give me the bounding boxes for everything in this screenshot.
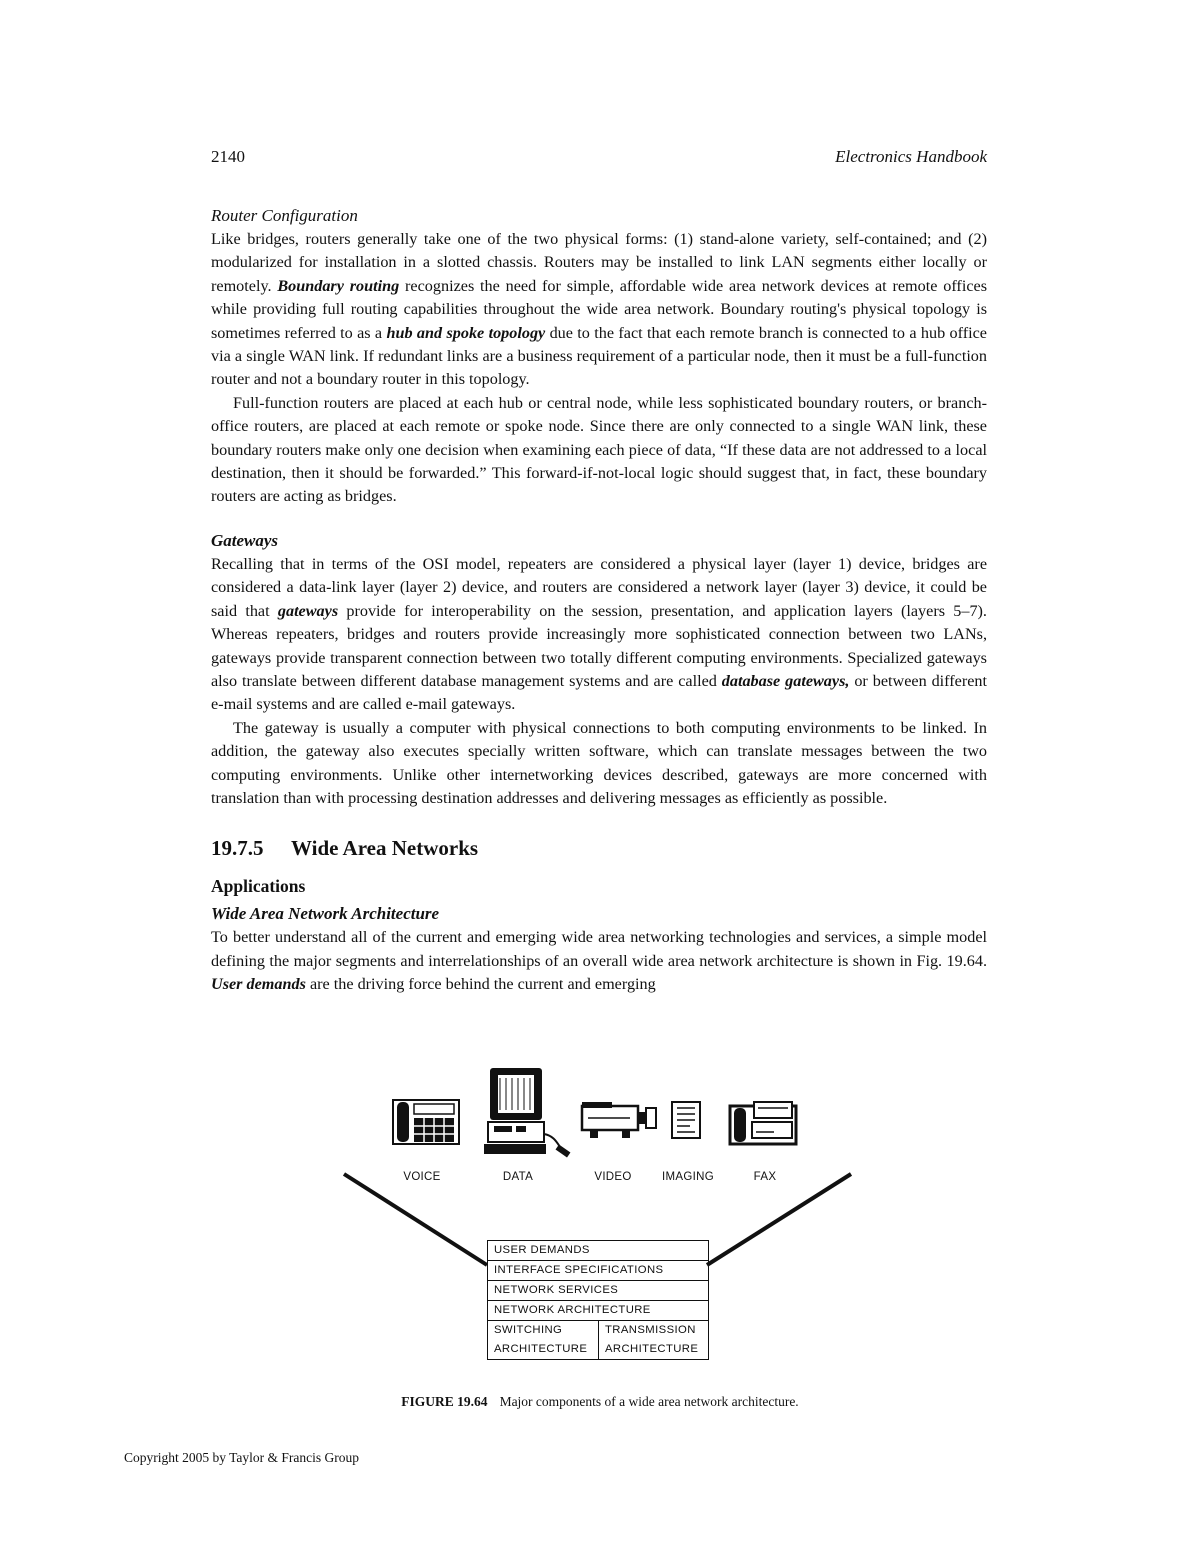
gateways-paragraph-2: The gateway is usually a computer with physical connections to both computing environments to be linked. In addition, the gateway also executes specially written software, which can translate messages between the two computing environments. Unlike other internetworking devices described, gateways are more concerned with translation than with processing destination addresses and delivering messages as efficiently as possible. [211, 718, 987, 807]
telephone-icon [393, 1100, 459, 1144]
layer-interface-specifications: INTERFACE SPECIFICATIONS [488, 1261, 708, 1281]
running-head [211, 147, 987, 171]
figure-caption-label: FIGURE 19.64 [401, 1394, 488, 1409]
funnel-left-line [344, 1174, 487, 1265]
device-label-imaging: IMAGING [662, 1171, 714, 1183]
fax-icon [730, 1102, 796, 1144]
architecture-layer-stack [487, 1240, 709, 1360]
wan-paragraph-1: To better understand all of the current and emerging wide area networking technologies and services, a simple model defining the major segments and interrelationships of an overall wide area network architecture is shown in Fig. 19.64. User demands are the driving force behind the current and emerging [211, 928, 987, 994]
layer-bottom-split [488, 1321, 708, 1359]
figure-caption [0, 1394, 1200, 1410]
layer-switching-architecture: SWITCHING ARCHITECTURE [494, 1324, 588, 1355]
computer-icon [484, 1068, 570, 1157]
figure-wan-architecture [330, 1060, 870, 1380]
copyright-footer: Copyright 2005 by Taylor & Francis Group [124, 1450, 360, 1465]
gateways-heading: Gateways [211, 530, 279, 550]
section-number: 19.7.5 [211, 836, 264, 861]
figure-caption-text: Major components of a wide area network architecture. [499, 1394, 799, 1409]
book-title: Electronics Handbook [835, 147, 987, 166]
video-camera-icon [582, 1102, 656, 1138]
term-user-demands: User demands [211, 975, 306, 994]
term-database-gateways: database gateways, [721, 671, 850, 690]
page-number: 2140 [211, 147, 245, 166]
gateways-paragraph-1: Recalling that in terms of the OSI model, repeaters are considered a physical layer (layer 1) device, bridges are considered a data-link layer (layer 2) device, and routers are considered a network layer (layer 3) device, it could be said that gateways provide for interoperability on the session, presentation, and application layers (layers 5–7). Whereas repeaters, bridges and routers provide increasingly more sophisticated connection between two LANs, gateways provide transparent connection between two totally different computing environments. Specialized gateways also translate between different database management systems and are called database gateways, or between different e-mail systems and are called e-mail gateways. [211, 554, 987, 714]
device-label-video: VIDEO [594, 1171, 632, 1183]
document-icon [672, 1102, 700, 1138]
term-boundary-routing: Boundary routing [277, 276, 400, 295]
funnel-right-line [707, 1174, 851, 1265]
term-gateways: gateways [277, 601, 339, 620]
term-hub-spoke: hub and spoke topology [386, 323, 546, 342]
applications-heading: Applications [211, 876, 306, 897]
body-text [211, 204, 987, 997]
wan-architecture-heading: Wide Area Network Architecture [211, 904, 440, 924]
device-label-data: DATA [502, 1171, 534, 1183]
layer-transmission-architecture: TRANSMISSION ARCHITECTURE [598, 1321, 708, 1359]
layer-network-architecture: NETWORK ARCHITECTURE [488, 1301, 708, 1321]
router-config-paragraph-1: Like bridges, routers generally take one of the two physical forms: (1) stand-alone variety, self-contained; and (2) modularized for installation in a slotted chassis. Routers may be installed to link LAN segments either locally or remotely. Boundary routing recognizes the need for simple, affordable wide area network devices at remote offices while providing full routing capabilities throughout the wide area network. Boundary routing's physical topology is sometimes referred to as a hub and spoke topology due to the fact that each remote branch is connected to a hub office via a single WAN link. If redundant links are a business requirement of a particular node, then it must be a full-function router and not a boundary router in this topology. [211, 230, 987, 389]
device-label-fax: FAX [753, 1171, 777, 1183]
router-config-heading: Router Configuration [211, 206, 358, 225]
layer-user-demands: USER DEMANDS [488, 1241, 708, 1261]
device-label-voice: VOICE [403, 1171, 441, 1183]
layer-network-services: NETWORK SERVICES [488, 1281, 708, 1301]
section-heading [211, 834, 987, 862]
section-title: Wide Area Networks [291, 836, 479, 861]
router-config-paragraph-2: Full-function routers are placed at each hub or central node, while less sophisticated boundary routers, or branch-office routers, are placed at each remote or spoke node. Since there are only connected to a single WAN link, these boundary routers make only one decision when examining each piece of data, “If these data are not addressed to a local destination, then it should be forwarded.” This forward-if-not-local logic should suggest that, in fact, these boundary routers are acting as bridges. [211, 393, 987, 506]
